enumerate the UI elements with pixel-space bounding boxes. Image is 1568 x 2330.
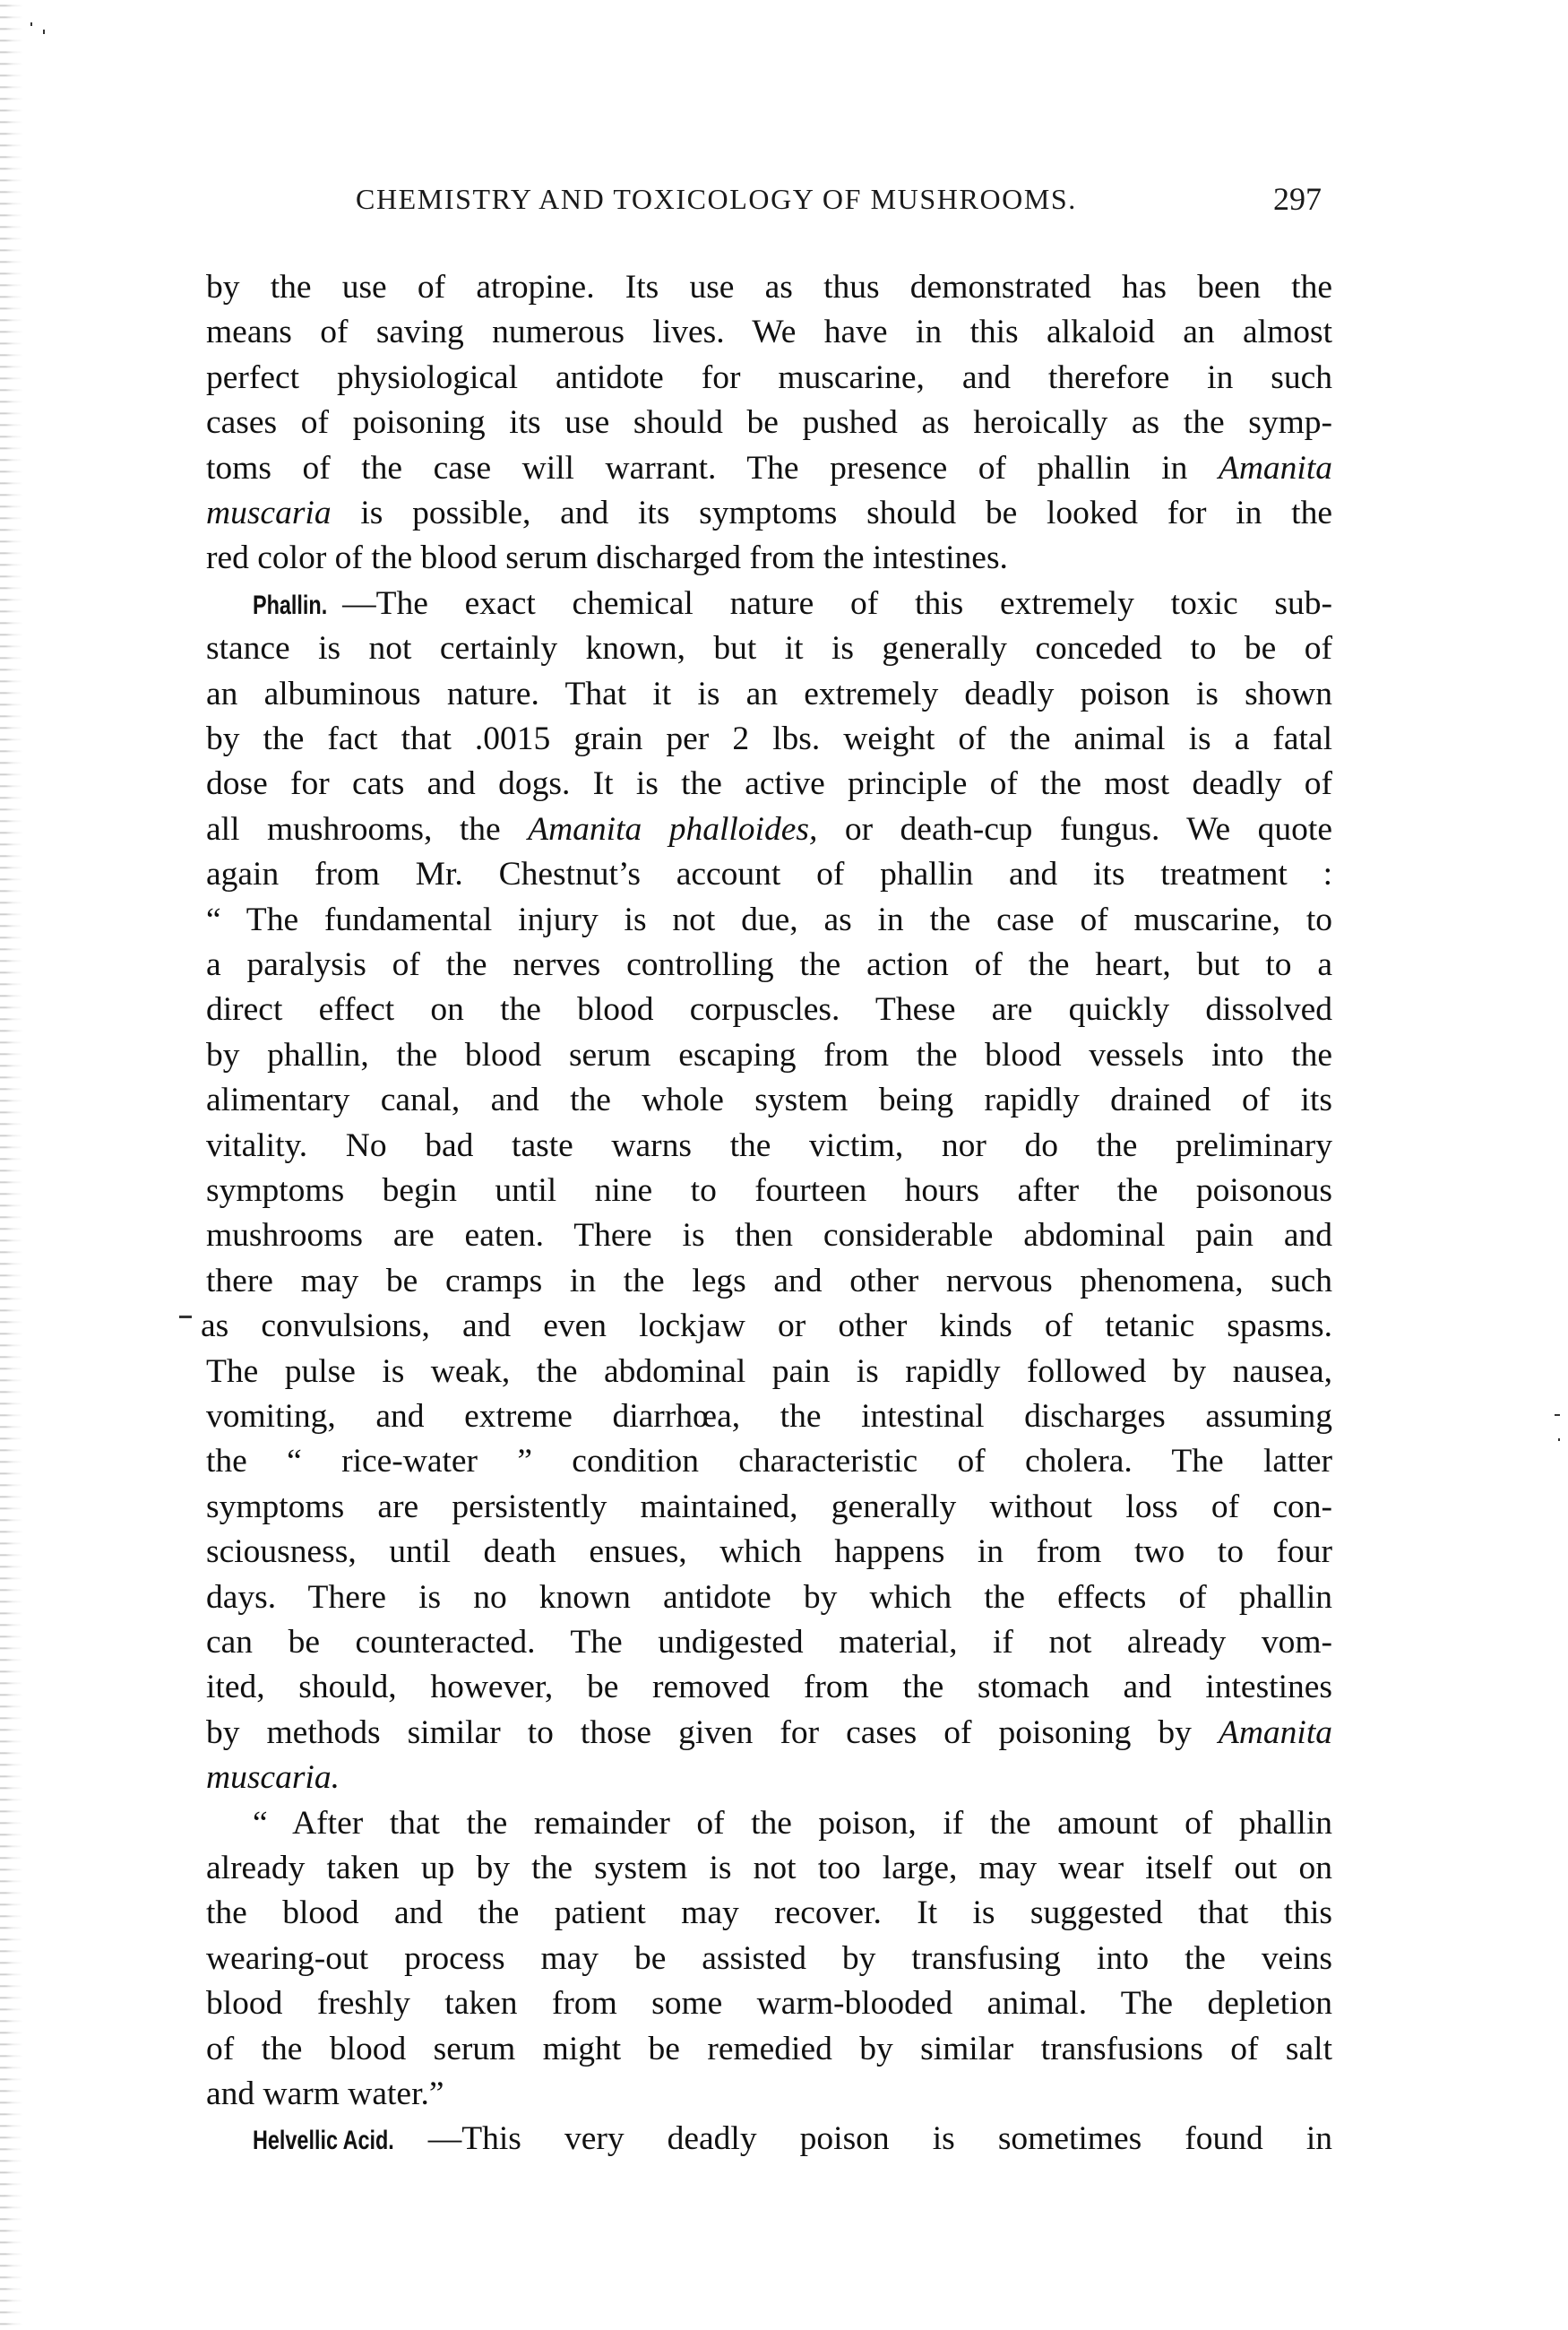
text-run: again from Mr. Chestnut’s account of phallin and its treatment : [206,856,1332,893]
text-line [206,491,1332,536]
text-line [206,1124,1332,1169]
scan-speck [179,1316,192,1318]
text-run: ited, should, however, be removed from the stomach and intestines [206,1669,1332,1706]
text-run: toms of the case will warrant. The presence of phallin in [206,449,1219,487]
text-run: mushrooms are eaten. There is then considerable abdominal pain and [206,1217,1332,1255]
text-run: of the blood serum might be remedied by similar transfusions of salt [206,2030,1332,2067]
text-line [206,1620,1332,1665]
text-run: “ The fundamental injury is not due, as in the case of muscarine, to [206,901,1332,938]
section-heading: Phallin. [253,590,328,620]
text-run: cases of poisoning its use should be pushed as heroically as the symp- [206,404,1332,442]
scan-speck [1555,1414,1560,1416]
text-run: is possible, and its symptoms should be looked for in the [331,495,1332,531]
text-line [206,1485,1332,1530]
text-line [206,446,1332,491]
text-line [206,1981,1332,2026]
text-run: by the fact that .0015 grain per 2 lbs. weight of the animal is a fatal [206,721,1332,757]
text-run: symptoms are persistently maintained, generally without loss of con- [206,1488,1332,1525]
text-run: sciousness, until death ensues, which happens in from two to four [206,1533,1332,1571]
text-line [206,401,1332,445]
text-run: —The exact chemical nature of this extremely toxic sub- [342,584,1332,622]
text-line [206,943,1332,988]
text-run: a paralysis of the nerves controlling the action of the heart, but to a [206,946,1332,983]
text-run: direct effect on the blood corpuscles. These are quickly dissolved [206,991,1332,1029]
text-run: alimentary canal, and the whole system being rapidly drained of its [206,1082,1332,1119]
text-run: all mushrooms, the [206,810,529,848]
text-run: or death-cup fungus. We quote [817,810,1332,848]
text-line [206,807,1332,852]
scan-speck [1558,1438,1560,1441]
text-line [206,2072,1332,2117]
text-run: means of saving numerous lives. We have in this alkaloid an almost [206,314,1332,351]
text-line [206,1033,1332,1078]
text-run: already taken up by the system is not too large, may wear itself out on [206,1850,1332,1886]
text-run: stance is not certainly known, but it is generally conceded to be of [206,630,1332,668]
text-line [206,1169,1332,1213]
italic-term: Amanita [1218,1713,1332,1751]
text-run: the “ rice-water ” condition characteristic of cholera. The latter [206,1443,1332,1480]
text-line [201,1304,1332,1349]
text-run: symptoms begin until nine to fourteen hours after the poisonous [206,1172,1332,1209]
text-run: The pulse is weak, the abdominal pain is rapidly followed by nausea, [206,1352,1332,1390]
text-run: “ After that the remainder of the poison, if the amount of phallin [253,1804,1332,1842]
italic-term: Amanita [1218,449,1332,487]
text-run: by the use of atropine. Its use as thus demonstrated has been the [206,269,1332,306]
text-line [206,1665,1332,1710]
text-line [206,1937,1332,1981]
text-run: an albuminous nature. That it is an extremely deadly poison is shown [206,675,1332,712]
italic-term: Amanita phalloides, [528,810,818,848]
page-header [356,179,1322,219]
text-line [206,762,1332,807]
text-run: as convulsions, and even lockjaw or other kinds of tetanic spasms. [201,1307,1332,1345]
text-line [206,1891,1332,1936]
text-run: by methods similar to those given for cases of poisoning by [206,1713,1219,1751]
text-line [206,672,1332,717]
text-run: vitality. No bad taste warns the victim, nor do the preliminary [206,1126,1332,1164]
text-line [206,536,1332,581]
text-line [206,1439,1332,1484]
text-run: vomiting, and extreme diarrhœa, the intestinal discharges assuming [206,1398,1332,1435]
text-line [206,1213,1332,1258]
text-line [206,626,1332,671]
text-run: can be counteracted. The undigested material, if not already vom- [206,1624,1332,1661]
text-run: the blood and the patient may recover. It is suggested that this [206,1894,1332,1932]
running-title: CHEMISTRY AND TOXICOLOGY OF MUSHROOMS. [356,183,1077,215]
scan-speck [30,22,32,26]
section-heading: Helvellic Acid. [253,2126,394,2156]
text-run: days. There is no known antidote by which the effects of phallin [206,1578,1332,1616]
italic-term: muscaria. [206,1759,340,1797]
page-number: 297 [1273,181,1322,217]
text-line [206,2027,1332,2072]
text-run: by phallin, the blood serum escaping from the blood vessels into the [206,1036,1332,1074]
scan-speck [43,30,45,34]
text-run: dose for cats and dogs. It is the active principle of the most deadly of [206,765,1332,803]
text-line [206,1350,1332,1394]
text-line [206,1530,1332,1575]
italic-term: muscaria [206,495,332,531]
text-line [206,356,1332,401]
text-run: there may be cramps in the legs and other nervous phenomena, such [206,1262,1332,1299]
text-line [206,1394,1332,1439]
text-line [206,310,1332,355]
text-line [206,1711,1332,1756]
text-line [206,265,1332,310]
text-run: wearing-out process may be assisted by transfusing into the veins [206,1939,1332,1977]
text-line [206,1259,1332,1304]
text-run: and warm water.” [206,2075,444,2112]
text-run: perfect physiological antidote for muscarine, and therefore in such [206,358,1332,396]
text-run: —This very deadly poison is sometimes found in [427,2120,1332,2158]
text-line [253,1801,1332,1846]
text-line [206,1078,1332,1123]
text-line [206,852,1332,897]
text-line [253,2117,1332,2162]
text-line [206,988,1332,1032]
text-line [206,898,1332,943]
text-run: blood freshly taken from some warm-blooded animal. The depletion [206,1985,1332,2023]
text-run: red color of the blood serum discharged from the intestines. [206,539,1008,577]
text-line [206,1846,1332,1891]
text-line [206,1575,1332,1620]
text-line [253,582,1332,626]
scan-edge-artifact [0,0,23,2330]
text-line [206,717,1332,762]
text-line [206,1756,1332,1800]
